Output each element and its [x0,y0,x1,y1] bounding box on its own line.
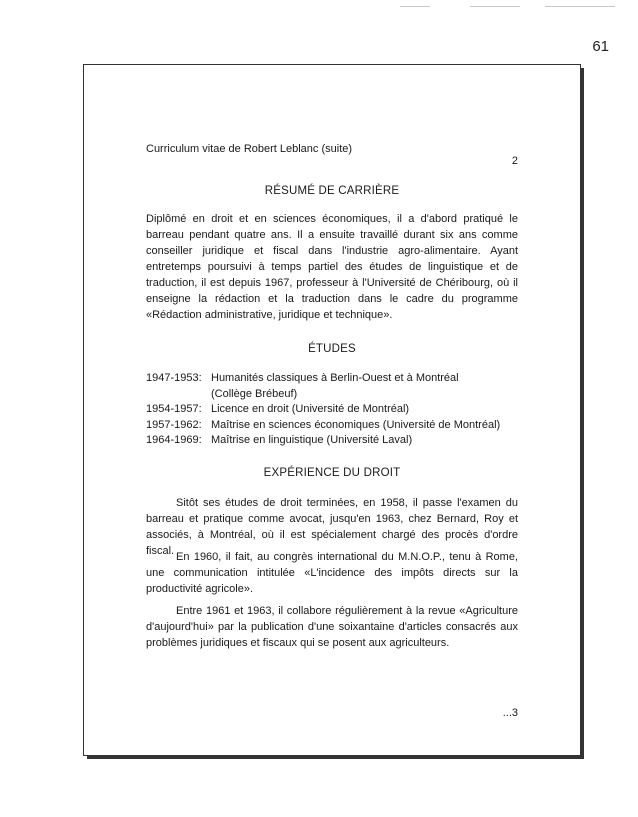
education-years: 1947-1953: [146,372,202,384]
education-section-title: ÉTUDES [308,343,356,355]
scan-artifact [545,6,615,7]
education-years: 1964-1969: [146,434,202,446]
education-item [146,402,526,418]
document-heading: Curriculum vitae de Robert Leblanc (suite) [146,143,353,155]
inner-page-number: 2 [511,155,518,167]
education-description: (Collège Brébeuf) [211,387,298,400]
education-item [146,371,526,402]
scan-artifact [470,6,520,7]
education-description: Licence en droit (Université de Montréal) [211,403,410,415]
law-experience-paragraph: Sitôt ses études de droit terminées, en 1958, il passe l'examen du barreau et pratique comme avocat, jusqu'en 1963, chez Bernard, Roy et associés, à Montréal, où il est spécialement chargé des procès d'ordre fiscal. [146,497,518,557]
frame-shadow [87,756,584,759]
law-experience-paragraph: En 1960, il fait, au congrès international du M.N.O.P., tenu à Rome, une communication intitulée «L'incidence des impôts directs sur la productivité agricole». [146,551,518,595]
education-item [146,433,526,449]
law-experience-section-title: EXPÉRIENCE DU DROIT [263,467,401,479]
continued-marker: ...3 [502,707,518,719]
document-frame [83,64,581,756]
career-paragraph: Diplômé en droit et en sciences économiques, il a d'abord pratiqué le barreau pendant quatre ans. Il a ensuite travaillé durant six ans comme conseiller juridique et fiscal dans l'industrie agro-alimentaire. Ayant entretemps poursuivi à temps partiel des études de linguistique et de traduction, il est depuis 1967, professeur à l'Université de Chéribourg, où il enseigne la rédaction et la traduction dans le cadre du programme «Rédaction administrative, juridique et technique». [146,213,518,321]
law-experience-paragraph: Entre 1961 et 1963, il collabore régulièrement à la revue «Agriculture d'aujourd'hui» par la publication d'une soixantaine d'articles consacrés aux problèmes juridiques et fiscaux qui se posent aux agriculteurs. [146,605,518,649]
outer-page-number: 61 [592,38,609,55]
scan-artifact [400,6,430,7]
education-description: Humanités classiques à Berlin-Ouest et à Montréal [211,372,459,384]
education-list [146,371,526,449]
education-years: 1954-1957: [146,403,202,415]
education-description: Maîtrise en sciences économiques (Université de Montréal) [211,418,501,431]
frame-shadow [581,68,584,758]
education-years: 1957-1962: [146,418,202,431]
education-item [146,418,526,434]
education-description: Maîtrise en linguistique (Université Laval) [211,434,413,446]
career-section-title: RÉSUMÉ DE CARRIÈRE [264,185,400,197]
